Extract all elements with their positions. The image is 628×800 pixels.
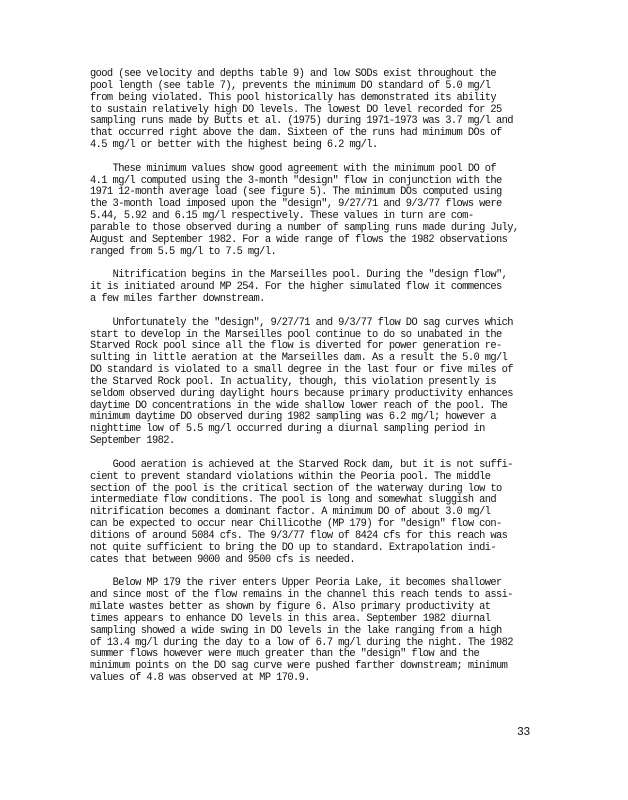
- text-line: daytime DO concentrations in the wide shallow lower reach of the pool. The: [90, 399, 508, 412]
- text-line: the 3-month load imposed upon the "design", 9/27/71 and 9/3/77 flows were: [90, 198, 502, 211]
- text-line-content: Nitrification begins in the Marseilles pool. During the "design flow",: [112, 269, 508, 282]
- paragraph-indent: [90, 577, 113, 589]
- text-line-content: These minimum values show good agreement with the minimum pool DO of: [112, 162, 497, 175]
- paragraph-1: [90, 69, 550, 152]
- paragraph-4: [90, 318, 550, 448]
- text-line: sulting in little aeration at the Marseilles dam. As a result the 5.0 mg/l: [90, 352, 508, 365]
- text-line: cates that between 9000 and 9500 cfs is needed.: [90, 553, 356, 566]
- text-line: section of the pool is the critical section of the waterway during low to: [90, 482, 502, 495]
- body-text: [90, 69, 550, 685]
- text-line: it is initiated around MP 254. For the higher simulated flow it commences: [90, 281, 502, 294]
- text-line-content: Good aeration is achieved at the Starved Rock dam, but it is not suffi-: [112, 458, 513, 471]
- page-number: 33: [517, 726, 530, 739]
- text-line-content: Below MP 179 the river enters Upper Peoria Lake, it becomes shallower: [112, 577, 502, 590]
- text-line: nitrification becomes a dominant factor. A minimum DO of about 3.0 mg/l: [90, 506, 491, 519]
- text-line: DO standard is violated to a small degree in the last four or five miles of: [90, 364, 513, 377]
- text-line: pool length (see table 7), prevents the minimum DO standard of 5.0 mg/l: [90, 79, 491, 92]
- text-line: cient to prevent standard violations within the Peoria pool. The middle: [90, 470, 491, 483]
- text-line: times appears to enhance DO levels in this area. September 1982 diurnal: [90, 612, 491, 625]
- text-line: not quite sufficient to bring the DO up to standard. Extrapolation indi-: [90, 541, 497, 554]
- text-line: 4.1 mg/l computed using the 3-month "design" flow in conjunction with the: [90, 174, 502, 187]
- text-line: September 1982.: [90, 435, 175, 448]
- text-line: good (see velocity and depths table 9) and low SODs exist throughout the: [90, 68, 497, 80]
- text-line: that occurred right above the dam. Sixteen of the runs had minimum DOs of: [90, 127, 502, 140]
- text-line: a few miles farther downstream.: [90, 293, 265, 306]
- text-line: from being violated. This pool historically has demonstrated its ability: [90, 91, 497, 104]
- paragraph-2: [90, 164, 550, 259]
- paragraph-5: [90, 460, 550, 567]
- text-line: 1971 12-month average load (see figure 5). The minimum DOs computed using: [90, 186, 502, 199]
- paragraph-3: [90, 270, 550, 306]
- text-line: can be expected to occur near Chillicothe (MP 179) for "design" flow con-: [90, 518, 502, 531]
- text-line: seldom observed during daylight hours because primary productivity enhances: [90, 387, 513, 400]
- text-line: ditions of around 5084 cfs. The 9/3/77 flow of 8424 cfs for this reach was: [90, 529, 508, 542]
- text-line: Starved Rock pool since all the flow is diverted for power generation re-: [90, 340, 502, 353]
- text-line: intermediate flow conditions. The pool is long and somewhat sluggish and: [90, 494, 497, 507]
- paragraph-6: [90, 578, 550, 685]
- text-line: milate wastes better as shown by figure 6. Also primary productivity at: [90, 600, 491, 613]
- text-line: minimum daytime DO observed during 1982 sampling was 6.2 mg/l; however a: [90, 411, 497, 424]
- text-line: the Starved Rock pool. In actuality, though, this violation presently is: [90, 375, 497, 388]
- text-line: of 13.4 mg/l during the day to a low of 6.7 mg/l during the night. The 1982: [90, 636, 513, 649]
- text-line: sampling runs made by Butts et al. (1975) during 1971-1973 was 3.7 mg/l and: [90, 115, 513, 128]
- text-line: and since most of the flow remains in the channel this reach tends to assi-: [90, 589, 513, 602]
- paragraph-indent: [90, 459, 113, 471]
- text-line: ranged from 5.5 mg/l to 7.5 mg/l.: [90, 245, 277, 258]
- paragraph-indent: [90, 163, 113, 175]
- text-line: 5.44, 5.92 and 6.15 mg/l respectively. These values in turn are com-: [90, 210, 474, 223]
- paragraph-indent: [90, 269, 113, 281]
- text-line: start to develop in the Marseilles pool continue to do so unabated in the: [90, 328, 502, 341]
- text-line: 4.5 mg/l or better with the highest being 6.2 mg/l.: [90, 139, 378, 152]
- paragraph-indent: [90, 317, 113, 329]
- text-line: summer flows however were much greater than the "design" flow and the: [90, 648, 480, 661]
- text-line: sampling showed a wide swing in DO levels in the lake ranging from a high: [90, 624, 502, 637]
- text-line: minimum points on the DO sag curve were pushed farther downstream; minimum: [90, 660, 508, 673]
- text-line-content: Unfortunately the "design", 9/27/71 and 9/3/77 flow DO sag curves which: [112, 316, 513, 329]
- text-line: August and September 1982. For a wide range of flows the 1982 observations: [90, 233, 508, 246]
- text-line: values of 4.8 was observed at MP 170.9.: [90, 672, 310, 685]
- text-line: nighttime low of 5.5 mg/l occurred during a diurnal sampling period in: [90, 423, 485, 436]
- text-line: to sustain relatively high DO levels. The lowest DO level recorded for 25: [90, 103, 502, 116]
- text-line: parable to those observed during a number of sampling runs made during July,: [90, 221, 519, 234]
